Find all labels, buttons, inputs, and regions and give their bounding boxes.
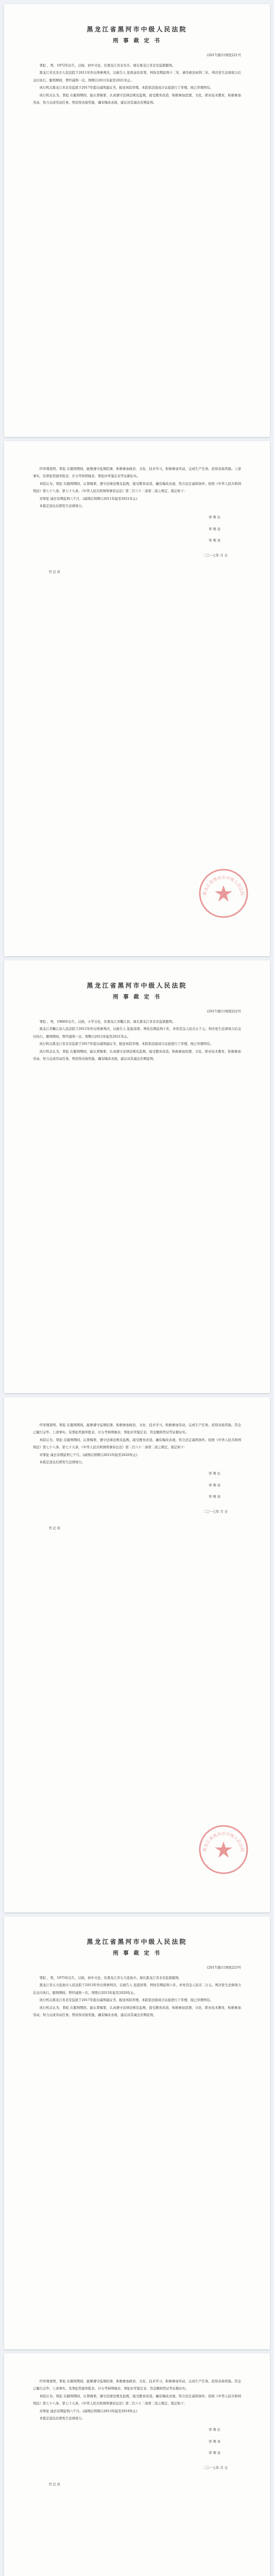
body-paragraph: 经审理查明，罪犯 在服刑期间，能够遵守监规纪律，积极参加政治、文化、技术学习，积极参加劳动，完成生产任务。获得表扬奖励。罚金已履行完毕。上述事实，有罪犯奖励审批表、计分考核明细表、罪犯评审鉴定表、罚金缴纳凭证等证据证实。	[33, 2380, 241, 2391]
body-paragraph: 执行机关认为，罪犯 在服刑期间，能认罪悔罪，认真遵守法律法规及监规，接受教育改造，积极参加思想、文化、职业技术教育，积极参加劳动，努力完成劳动任务。曾获得表扬奖励，确有悔改表现，建议对其减去有期徒刑。	[33, 2006, 241, 2018]
signature-line: 审 判 员	[209, 1483, 220, 1487]
body-paragraph: 执行机关认为，罪犯 在服刑期间，能认罪悔罪，认真遵守法律法规及监规，接受教育改造，积极参加思想、文化、职业技术教育，积极参加劳动，努力完成劳动任务。曾获得表扬奖励，确有悔改表现，建议对其减去有期徒刑。	[33, 1049, 241, 1061]
body-paragraph: 执行机关认为，罪犯 在服刑期间，能认罪悔罪，认真遵守法律法规及监规，接受教育改造，积极参加思想、文化、职业技术教育，积极参加劳动，努力完成劳动任务。曾获得表扬奖励，确有悔改表现，建议对其减去有期徒刑。	[33, 93, 241, 105]
case-number: (2017)黑11刑更222号	[207, 1010, 241, 1013]
body-paragraph: 罪犯 ，男，1968年出生，汉族，小学文化，住黑龙江省嫩江县。现在黑龙江省北安监狱服刑。	[39, 1020, 176, 1024]
document-page	[4, 2353, 270, 2576]
signature-line: 审 判 员	[209, 539, 220, 543]
court-seal-stamp	[198, 1824, 249, 1875]
signature-line: 审 判 长	[209, 2428, 220, 2432]
body-paragraph: 本院认为，罪犯 在服刑期间，认罪悔罪，遵守法律法规及监规，接受教育改造，确有悔改表现，符合法定减刑条件。依照《中华人民共和国刑法》第七十八条、第七十九条，《中华人民共和国刑事诉讼法》第二百六十二条第二款之规定，裁定如下：	[33, 2394, 241, 2406]
court-name: 黑龙江省黑河市中级人民法院	[87, 26, 187, 33]
body-paragraph: 本裁定送达后即发生法律效力。	[39, 504, 85, 509]
document-page	[4, 4, 270, 437]
body-paragraph: 执行机关黑龙江省北安监狱于2017年提出减刑建议书，报送本院审理。本院依法组成合议庭进行了审理，现已审理终结。	[39, 1998, 213, 2003]
case-number: (2017)黑11刑更223号	[207, 1966, 241, 1970]
court-name: 黑龙江省黑河市中级人民法院	[87, 982, 187, 989]
document-title: 刑 事 裁 定 书	[112, 38, 162, 44]
body-paragraph: 经审理查明，罪犯 在服刑期间，能够遵守监规纪律，积极参加政治、文化、技术学习，积极参加劳动，完成生产任务。获得表扬奖励。罚金已履行完毕。上述事实，有罪犯奖励审批表、计分考核明细表、罪犯评审鉴定表、罚金缴纳凭证等证据证实。	[33, 1423, 241, 1435]
body-paragraph: 本裁定送达后即发生法律效力。	[39, 1461, 85, 1465]
svg-text:黑龙江省黑河市中级人民法院: 黑龙江省黑河市中级人民法院	[202, 1832, 245, 1852]
body-paragraph: 黑龙江省嫩江县人民法院于2012年作出刑事判决，以被告人 犯抢劫罪，判处有期徒刑十年，并处罚金人民币五千元。判决发生法律效力后交付执行。服刑期间，曾经减刑一次。刑期自2012年起至2021年止。	[33, 1027, 241, 1039]
body-paragraph: 罪犯 ，男，1975年出生，汉族，初中文化，住黑龙江省五大连池市。现在黑龙江省北安监狱服刑。	[39, 1976, 182, 1980]
court-name: 黑龙江省黑河市中级人民法院	[87, 1938, 187, 1945]
body-paragraph: 罪犯 ，男，1972年出生，汉族，初中文化，住黑龙江省北安市。现在黑龙江省北安监狱服刑。	[39, 64, 176, 67]
body-paragraph: 黑龙江省北安市人民法院于2011年作出刑事判决，以被告人 犯故意伤害罪，判处有期徒刑十二年，剥夺政治权利二年。判决发生法律效力后交付执行。服刑期间，曾经减刑一次。刑期自2011年起至2021年止。	[33, 71, 241, 82]
ruling-date: 二〇一七年 月 日	[202, 553, 228, 557]
body-paragraph: 本院认为，罪犯 在服刑期间，认罪悔罪，遵守法律法规及监规，接受教育改造，确有悔改表现，符合法定减刑条件。依照《中华人民共和国刑法》第七十八条、第七十九条，《中华人民共和国刑事诉讼法》第二百六十二条第二款之规定，裁定如下：	[33, 482, 241, 494]
document-title: 刑 事 裁 定 书	[112, 994, 162, 1000]
ruling-date: 二〇一七年 月 日	[202, 2466, 228, 2470]
body-paragraph: 黑龙江省五大连池市人民法院于2013年作出刑事判决，以被告人 犯盗窃罪，判处有期徒刑八年，并处罚金人民币二万元。判决发生法律效力后交付执行。服刑期间，曾经减刑一次。刑期自2013年起至2020年止。	[33, 1984, 241, 1995]
signature-line: 审 判 员	[209, 527, 220, 531]
body-paragraph: 执行机关黑龙江省北安监狱于2017年提出减刑建议书，报送本院审理。本院依法组成合议庭进行了审理，现已审理终结。	[39, 86, 213, 90]
document-page	[4, 1917, 270, 2349]
document-page	[4, 960, 270, 1393]
signature-line: 审 判 员	[209, 2451, 220, 2455]
clerk-line: 书 记 员	[48, 1527, 60, 1531]
signature-line: 审 判 长	[209, 516, 220, 520]
signature-line: 审 判 员	[209, 1495, 220, 1499]
body-paragraph: 本裁定送达后即发生法律效力。	[39, 2417, 85, 2421]
body-paragraph: 对罪犯 减去有期徒刑六个月。(减刑后刑期自2013年起至2019年止)	[39, 2409, 138, 2413]
signature-line: 审 判 长	[209, 1472, 220, 1476]
svg-text:黑龙江省黑河市中级人民法院: 黑龙江省黑河市中级人民法院	[202, 875, 245, 896]
document-page	[4, 441, 270, 956]
clerk-line: 书 记 员	[48, 2483, 60, 2487]
clerk-line: 书 记 员	[48, 570, 60, 574]
signature-line: 审 判 员	[209, 2439, 220, 2444]
body-paragraph: 经审理查明，罪犯 在服刑期间，能够遵守监规纪律，积极参加政治、文化、技术学习，积极参加劳动，完成生产任务。获得表扬奖励。上述事实，有罪犯奖励审批表、计分考核明细表、罪犯评审鉴定表等证据证实。	[33, 467, 241, 479]
body-paragraph: 对罪犯 减去有期徒刑八个月。(减刑后刑期自2011年起至2021年止)	[39, 497, 138, 501]
court-seal-stamp	[198, 868, 249, 919]
body-paragraph: 对罪犯 减去有期徒刑七个月。(减刑后刑期自2012年起至2020年止)	[39, 1453, 138, 1457]
document-title: 刑 事 裁 定 书	[112, 1950, 162, 1956]
ruling-date: 二〇一七年 月 日	[202, 1510, 228, 1514]
body-paragraph: 执行机关黑龙江省北安监狱于2017年提出减刑建议书，报送本院审理。本院依法组成合议庭进行了审理，现已审理终结。	[39, 1042, 213, 1046]
case-number: (2017)黑11刑更221号	[207, 54, 241, 57]
document-page	[4, 1397, 270, 1912]
body-paragraph: 本院认为，罪犯 在服刑期间，认罪悔罪，遵守法律法规及监规，接受教育改造，确有悔改表现，符合法定减刑条件。依照《中华人民共和国刑法》第七十八条、第七十九条，《中华人民共和国刑事诉讼法》第二百六十二条第二款之规定，裁定如下：	[33, 1438, 241, 1450]
